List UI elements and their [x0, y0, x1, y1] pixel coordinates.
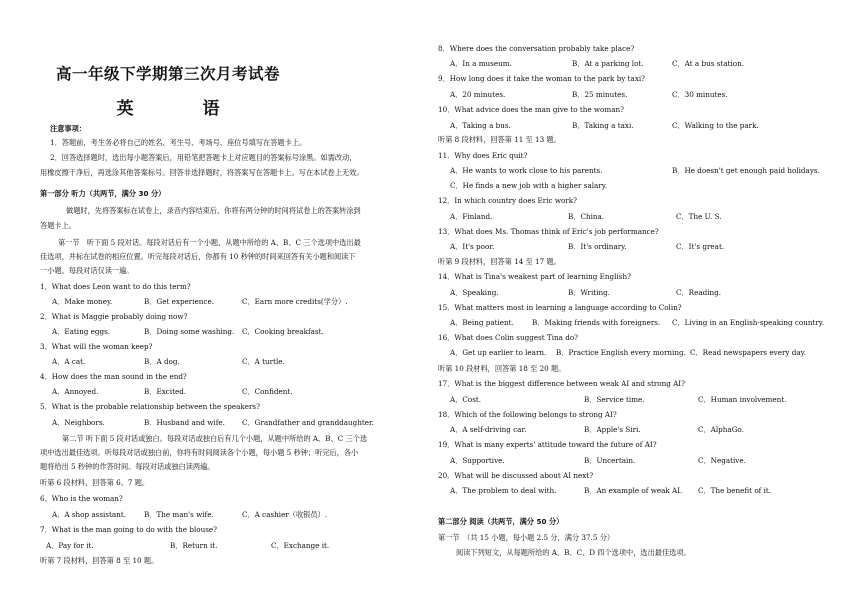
- option: C．Living in an English-speaking country.: [672, 318, 825, 327]
- option: C．A turtle.: [242, 357, 285, 366]
- part1-heading: 第一部分 听力（共两节，满分 30 分）: [40, 189, 166, 198]
- option: C．He finds a new job with a higher salary.: [450, 181, 608, 190]
- option: B．Get experience.: [144, 297, 214, 306]
- option: C．Exchange it.: [271, 541, 330, 550]
- option: B．Excited.: [144, 387, 187, 396]
- option: C．Walking to the park.: [672, 121, 759, 130]
- question-text: 3．What will the woman keep?: [40, 342, 153, 351]
- notice-heading: 注意事项：: [50, 124, 86, 133]
- option: C．Confident.: [242, 387, 293, 396]
- option: A．Pay for it.: [46, 541, 94, 550]
- option: A．Eating eggs.: [52, 327, 111, 336]
- section1-instructions: 第一节 听下面 5 段对话。每段对话后有一个小题，从题中所给的 A、B、C 三个选项中选出最: [58, 238, 361, 247]
- option: A．Make money.: [52, 297, 113, 306]
- option: A．Neighbors.: [52, 418, 105, 427]
- option: A．Taking a bus.: [450, 121, 511, 130]
- part2-section1: 第一节 （共 15 小题，每小题 2.5 分，满分 37.5 分）: [438, 533, 615, 542]
- question-text: 15．What matters most in learning a language according to Colin?: [438, 303, 682, 312]
- option: A．Finland.: [450, 212, 493, 221]
- option: B．Service time.: [584, 395, 645, 404]
- question-text: 10．What advice does the man give to the woman?: [438, 105, 624, 114]
- option: C．Read newspapers every day.: [690, 348, 807, 357]
- question-text: 8．Where does the conversation probably take place?: [438, 44, 635, 53]
- option: C．At a bus station.: [672, 59, 744, 68]
- option: C．The U. S.: [676, 212, 722, 221]
- option: B．An example of weak AI.: [584, 486, 683, 495]
- option: B．He doesn't get enough paid holidays.: [672, 166, 820, 175]
- question-text: 4．How does the man sound in the end?: [40, 372, 187, 381]
- option: C．Earn more credits(学分）.: [242, 297, 348, 306]
- question-text: 13．What does Ms. Thomas think of Eric's job performance?: [438, 227, 659, 236]
- option: B．A dog.: [144, 357, 180, 366]
- option: B．Taking a taxi.: [572, 121, 634, 130]
- section2-instructions: 第二节 听下面 5 段对话或独白。每段对话或独白后有几个小题，从题中所给的 A、B、C 三个选: [62, 434, 368, 443]
- subject-title: 英 语: [116, 99, 246, 119]
- option: C．Grandfather and granddaughter.: [242, 418, 374, 427]
- question-text: 19．What is many experts' attitude toward the future of AI?: [438, 440, 657, 449]
- material-note: 听第 7 段材料，回答第 8 至 10 题。: [40, 556, 159, 565]
- material-note: 听第 8 段材料，回答第 11 至 13 题。: [438, 135, 561, 144]
- option: C．30 minutes.: [672, 90, 728, 99]
- option: A．A shop assistant.: [52, 510, 127, 519]
- option: A．A cat.: [52, 357, 86, 366]
- option: A．20 minutes.: [450, 90, 506, 99]
- option: C．A cashier（收银员）.: [242, 510, 328, 519]
- question-text: 11．Why does Eric quit?: [438, 151, 528, 160]
- material-note: 听第 6 段材料，回答第 6、7 题。: [40, 478, 150, 487]
- question-text: 6．Who is the woman?: [40, 494, 123, 503]
- section1-instructions: 一小题。每段对话仅读一遍。: [40, 266, 134, 275]
- material-note: 听第 10 段材料，回答第 18 至 20 题。: [438, 364, 566, 373]
- option: A．The problem to deal with.: [450, 486, 557, 495]
- option: A．Speaking.: [450, 288, 499, 297]
- option: C．The benefit of it.: [698, 486, 772, 495]
- option: A．Cost.: [450, 395, 482, 404]
- option: B．25 minutes.: [572, 90, 628, 99]
- material-note: 听第 9 段材料，回答第 14 至 17 题。: [438, 257, 561, 266]
- option: A．In a museum.: [450, 59, 512, 68]
- question-text: 7．What is the man going to do with the blouse?: [40, 525, 217, 534]
- notice-item: 1．答题前，考生务必将自己的姓名、考生号、考场号、座位号填写在答题卡上。: [50, 138, 307, 147]
- option: C．Reading.: [676, 288, 722, 297]
- option: A．Get up earlier to learn.: [450, 348, 547, 357]
- notice-item: 2．回答选择题时，选出每小题答案后，用铅笔把答题卡上对应题目的答案标号涂黑。如需改动，: [50, 153, 357, 162]
- section1-instructions: 佳选项，并标在试卷的相应位置。听完每段对话后，你都有 10 秒钟的时间来回答有关小题和阅读下: [40, 252, 356, 261]
- section2-instructions: 项中选出最佳选项。听每段对话或独白前，你将有时间阅读各个小题，每小题 5 秒钟；听完后，各小: [40, 448, 359, 457]
- option: C．Negative.: [698, 456, 746, 465]
- question-text: 16．What does Colin suggest Tina do?: [438, 333, 579, 342]
- option: B．Making friends with foreigners.: [532, 318, 661, 327]
- option: A．It's poor.: [450, 242, 495, 251]
- option: B．Doing some washing.: [144, 327, 235, 336]
- question-text: 20．What will be discussed about AI next?: [438, 471, 594, 480]
- option: C．AlphaGo.: [698, 425, 744, 434]
- option: A．Being patient.: [450, 318, 514, 327]
- question-text: 1．What does Leon want to do this term?: [40, 282, 191, 291]
- exam-title: 高一年级下学期第三次月考试卷: [55, 65, 280, 83]
- option: A．Supportive.: [450, 456, 505, 465]
- question-text: 18．Which of the following belongs to strong AI?: [438, 410, 617, 419]
- option: A．A self-driving car.: [450, 425, 527, 434]
- option: B．The man's wife.: [144, 510, 214, 519]
- option: B．At a parking lot.: [572, 59, 644, 68]
- option: A．He wants to work close to his parents.: [450, 166, 603, 175]
- section2-instructions: 题将给出 5 秒钟的作答时间。每段对话或独白读两遍。: [40, 462, 215, 471]
- option: B．Apple's Siri.: [584, 425, 641, 434]
- option: B．Uncertain.: [584, 456, 636, 465]
- option: B．Writing.: [568, 288, 610, 297]
- part2-heading: 第二部分 阅读（共两节，满分 50 分）: [438, 517, 564, 526]
- question-text: 17．What is the biggest difference between weak AI and strong AI?: [438, 379, 685, 388]
- part2-intro: 阅读下列短文，从每题所给的 A、B、C、D 四个选项中，选出最佳选项。: [456, 548, 691, 557]
- question-text: 9．How long does it take the woman to the park by taxi?: [438, 74, 646, 83]
- part1-intro: 答题卡上。: [40, 221, 76, 230]
- question-text: 5．What is the probable relationship between the speakers?: [40, 402, 260, 411]
- option: B．It's ordinary.: [568, 242, 627, 251]
- option: B．Return it.: [170, 541, 218, 550]
- part1-intro: 做题时，先将答案标在试卷上，录音内容结束后，你将有两分钟的时间将试卷上的答案转涂到: [66, 206, 361, 215]
- question-text: 2．What is Maggie probably doing now?: [40, 312, 188, 321]
- option: A．Annoyed.: [52, 387, 99, 396]
- option: B．Practice English every morning.: [556, 348, 686, 357]
- option: C．Cooking breakfast.: [242, 327, 324, 336]
- notice-item: 用橡皮擦干净后，再选涂其他答案标号。回答非选择题时，将答案写在答题卡上。写在本试卷上无效。: [40, 168, 364, 177]
- option: C．Human involvement.: [698, 395, 787, 404]
- option: C．It's great.: [676, 242, 725, 251]
- option: B．Husband and wife.: [144, 418, 225, 427]
- question-text: 12．In which country does Eric work?: [438, 196, 577, 205]
- question-text: 14．What is Tina's weakest part of learning English?: [438, 272, 631, 281]
- option: B．China.: [568, 212, 605, 221]
